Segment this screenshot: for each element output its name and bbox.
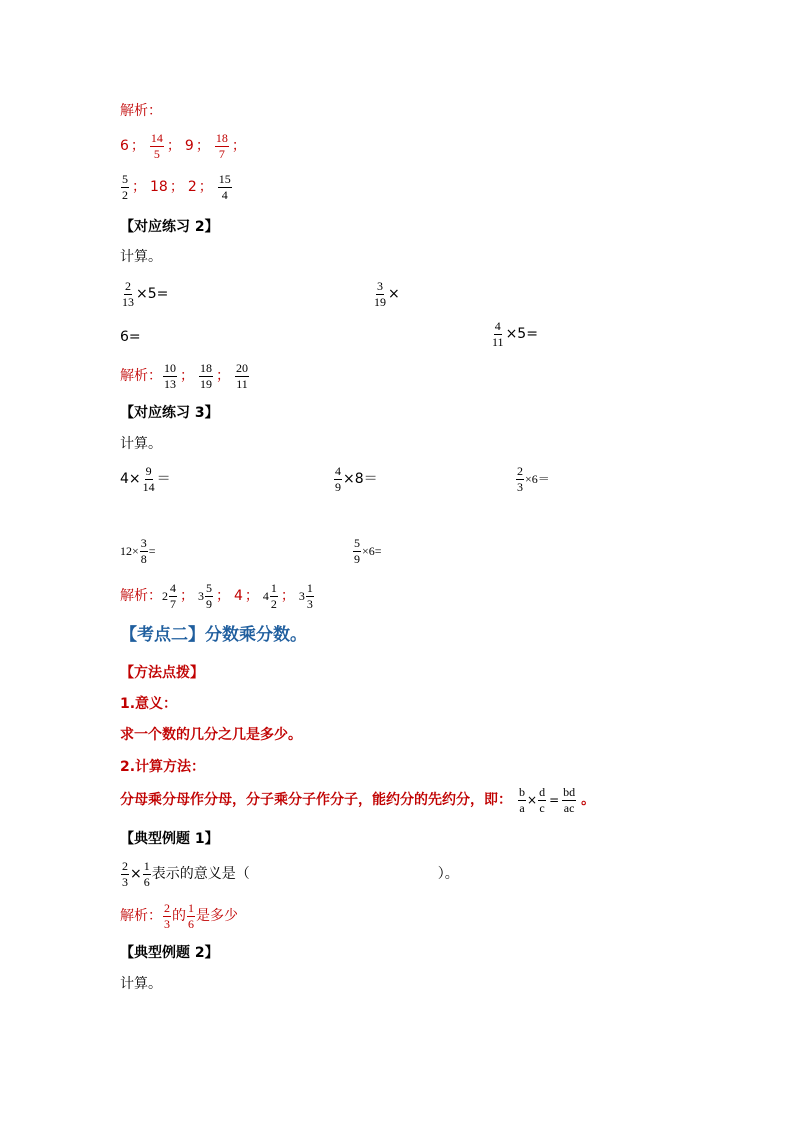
fraction: $\frac{2}{3}$ (122, 859, 128, 889)
analysis-row-2: $\frac{5}{2}$ ； 18 ； 2 ； $\frac{15}{4}$ (122, 172, 231, 202)
practice3-heading: 【对应练习 3】 (120, 405, 219, 421)
fraction: $\frac{1}{3}$ (306, 581, 313, 611)
fraction: $\frac{1}{6}$ (188, 901, 194, 931)
analysis-row-1: 6 ； $\frac{14}{5}$ ； 9 ； $\frac{18}{7}$ ； (120, 131, 246, 161)
fraction: $\frac{5}{9}$ (354, 536, 360, 566)
fraction: $\frac{b}{a}$ (519, 785, 525, 815)
fraction: $\frac{3}{19}$ (374, 279, 386, 309)
fraction: $\frac{2}{3}$ (164, 901, 170, 931)
practice3-q2: $\frac{4}{9}$ ×8＝ (335, 464, 378, 494)
fraction: $\frac{18}{19}$ (200, 361, 212, 391)
fraction: $\frac{5}{2}$ (122, 172, 128, 202)
fraction: $\frac{15}{4}$ (218, 172, 231, 202)
practice2-instruction: 计算。 (120, 249, 162, 265)
fraction: $\frac{4}{9}$ (335, 464, 341, 494)
practice3-answers: 解析： 2 $\frac{4}{7}$ ； 3 $\frac{5}{9}$ ； 4 ； 4 $\frac{1}{2}$ ； 3 $\frac{1}{3}$ (120, 581, 313, 611)
practice3-q5: $\frac{5}{9}$ ×6= (354, 536, 382, 566)
practice2-q2-continued: 6= (120, 329, 141, 345)
practice3-q3: $\frac{2}{3}$ ×6＝ (517, 464, 550, 494)
analysis-label-1: 解析： (120, 103, 162, 119)
fraction: $\frac{4}{11}$ (492, 319, 504, 349)
fraction: $\frac{5}{9}$ (206, 581, 212, 611)
fraction: $\frac{4}{7}$ (170, 581, 176, 611)
practice2-q1: $\frac{2}{13}$ ×5= (122, 279, 169, 309)
fraction: $\frac{14}{5}$ (150, 131, 163, 161)
method-title: 2.计算方法： (120, 759, 206, 775)
section-title: 【考点二】分数乘分数。 (120, 625, 307, 645)
practice2-answers: 解析： $\frac{10}{13}$ ； $\frac{18}{19}$ ； $\frac{20}{11}$ (120, 361, 248, 391)
meaning-title: 1.意义： (120, 696, 178, 712)
method-text: 分母乘分母作分母，分子乘分子作分子，能约分的先约分，即： $\frac{b}{a}$ × $\frac{d}{c}$ = $\frac{bd}{ac}$ 。 (120, 785, 596, 815)
fraction: $\frac{2}{3}$ (517, 464, 523, 494)
example2-instruction: 计算。 (120, 976, 162, 992)
practice2-q3: $\frac{4}{11}$ ×5= (492, 319, 538, 349)
fraction: $\frac{18}{7}$ (215, 131, 228, 161)
fraction: $\frac{2}{13}$ (122, 279, 134, 309)
practice2-heading: 【对应练习 2】 (120, 219, 219, 235)
fraction: $\frac{d}{c}$ (539, 785, 546, 815)
fraction: $\frac{1}{2}$ (270, 581, 277, 611)
example1-question: $\frac{2}{3}$ × $\frac{1}{6}$ 表示的意义是（ ）。 (122, 859, 459, 889)
example2-heading: 【典型例题 2】 (120, 945, 219, 961)
practice2-q2: $\frac{3}{19}$ × (374, 279, 400, 309)
fraction: $\frac{9}{14}$ (142, 464, 155, 494)
fraction: $\frac{bd}{ac}$ (563, 785, 576, 815)
fraction: $\frac{1}{6}$ (143, 859, 150, 889)
fraction: $\frac{10}{13}$ (164, 361, 176, 391)
fraction: $\frac{3}{8}$ (140, 536, 147, 566)
practice3-q1: 4× $\frac{9}{14}$ ＝ (120, 464, 171, 494)
practice3-q4: 12× $\frac{3}{8}$ = (120, 536, 156, 566)
method-heading: 【方法点拨】 (120, 665, 204, 681)
practice3-instruction: 计算。 (120, 436, 162, 452)
fraction: $\frac{20}{11}$ (236, 361, 248, 391)
example1-heading: 【典型例题 1】 (120, 831, 219, 847)
meaning-text: 求一个数的几分之几是多少。 (120, 727, 302, 743)
example1-answer: 解析： $\frac{2}{3}$ 的 $\frac{1}{6}$ 是多少 (120, 901, 238, 931)
